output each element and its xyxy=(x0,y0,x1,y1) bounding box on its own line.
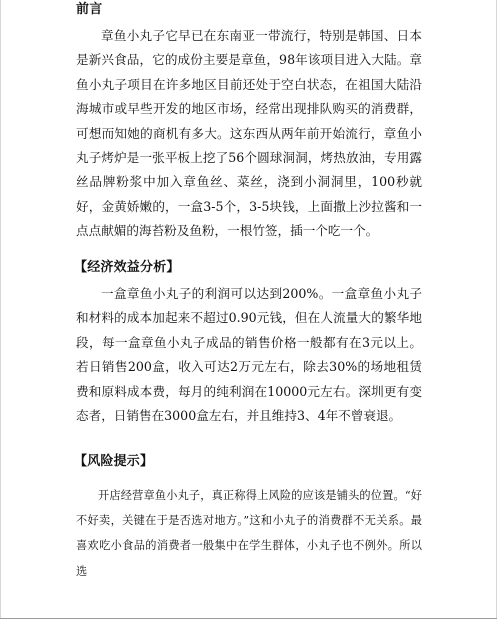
section-heading-preface: 前言 xyxy=(76,2,103,17)
section-heading-risk-warning: 【风险提示】 xyxy=(74,454,154,469)
section-paragraph-risk-warning: 开店经营章鱼小丸子，真正称得上风险的应该是铺头的位置。“好不好卖，关键在于是否选对地方。”这和小丸子的消费群不无关系。最喜欢吃小食品的消费者一般集中在学生群体，小丸子也不例外。所以选 xyxy=(76,489,422,578)
section-heading-economic-analysis: 【经济效益分析】 xyxy=(74,260,180,275)
page-left-edge xyxy=(0,0,1,618)
section-paragraph-preface: 章鱼小丸子它早已在东南亚一带流行，特别是韩国、日本是新兴食品，它的成份主要是章鱼，98年该项目进入大陆。章鱼小丸子项目在许多地区目前还处于空白状态，在祖国大陆沿海城市或早些开发的地区市场，经常出现排队购买的消费群，可想而知她的商机有多大。这东西从两年前开始流行，章鱼小丸子烤炉是一张平板上挖了56个圆球洞洞，烤热放油，专用露丝品牌粉浆中加入章鱼丝、菜丝，浇到小洞洞里，100秒就好，金黄娇嫩的，一盒3-5个，3-5块钱，上面撒上沙拉酱和一点点献媚的海苔粉及鱼粉，一根竹签，插一个吃一个。 xyxy=(76,28,422,239)
section-paragraph-economic-analysis: 一盒章鱼小丸子的利润可以达到200%。一盒章鱼小丸子和材料的成本加起来不超过0.90元钱，但在人流量大的繁华地段，每一盒章鱼小丸子成品的销售价格一般都有在3元以上。若日销售200盒，收入可达2万元左右，除去30%的场地租赁费和原料成本费，每月的纯利润在10000元左右。深圳更有变态者，日销售在3000盒左右，并且维持3、4年不曾衰退。 xyxy=(76,286,422,424)
